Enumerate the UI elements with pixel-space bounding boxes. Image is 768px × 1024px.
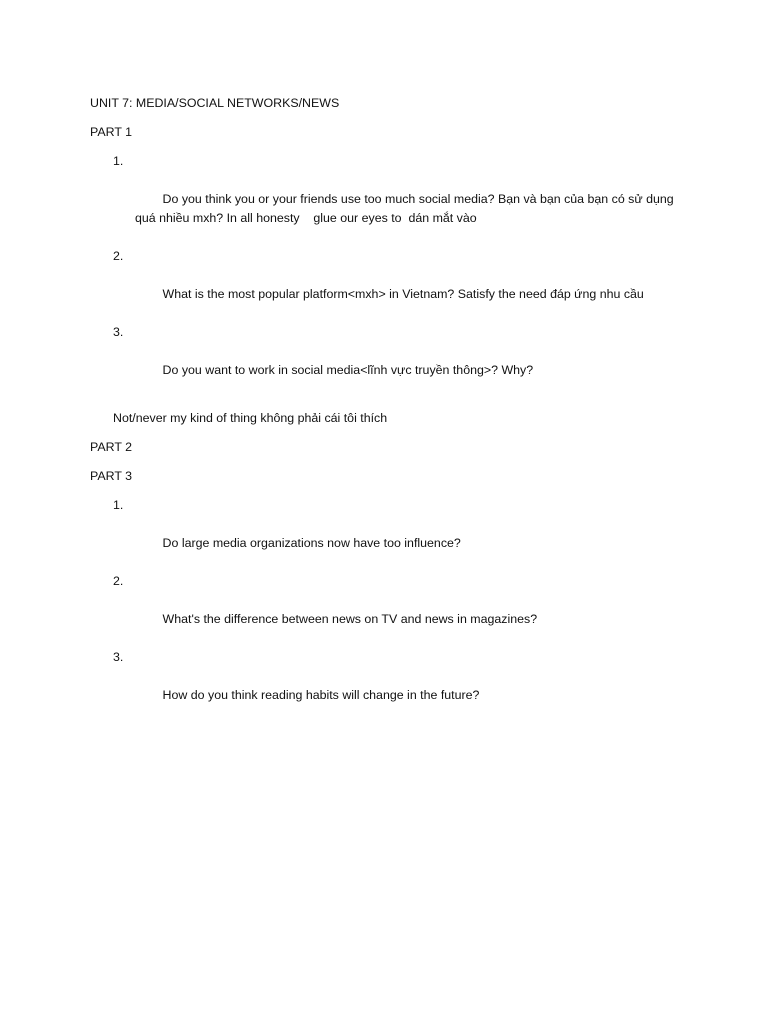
- part3-question-list: [90, 496, 690, 724]
- part3-heading: PART 3: [90, 469, 133, 483]
- vocabulary-note: Not/never my kind of thing không phải cái tôi thích: [113, 411, 388, 425]
- list-item: [90, 152, 690, 247]
- list-number: 1.: [113, 154, 124, 168]
- document-content: [90, 94, 690, 734]
- question-text: Do you want to work in social media<lĩnh vực truyền thông>? Why?: [162, 363, 534, 377]
- part1-heading: PART 1: [90, 125, 133, 139]
- list-item: [90, 648, 690, 724]
- question-text: What's the difference between news on TV and news in magazines?: [162, 612, 538, 626]
- part1-question-list: [90, 152, 690, 399]
- part2-heading: PART 2: [90, 440, 133, 454]
- list-item: [90, 572, 690, 648]
- list-item: [90, 247, 690, 323]
- list-item: [90, 323, 690, 399]
- question-text: Do you think you or your friends use too much social media? Bạn và bạn của bạn có sử dụng quá nhiều mxh? In all honesty glue our eyes to dán mắt vào: [135, 192, 678, 225]
- question-text: How do you think reading habits will change in the future?: [162, 688, 480, 702]
- list-number: 2.: [113, 249, 124, 263]
- list-number: 2.: [113, 574, 124, 588]
- unit-title: UNIT 7: MEDIA/SOCIAL NETWORKS/NEWS: [90, 96, 340, 110]
- list-item: [90, 496, 690, 572]
- question-text: Do large media organizations now have too influence?: [162, 536, 461, 550]
- list-number: 1.: [113, 498, 124, 512]
- list-number: 3.: [113, 325, 124, 339]
- list-number: 3.: [113, 650, 124, 664]
- question-text: What is the most popular platform<mxh> in Vietnam? Satisfy the need đáp ứng nhu cầu: [162, 287, 644, 301]
